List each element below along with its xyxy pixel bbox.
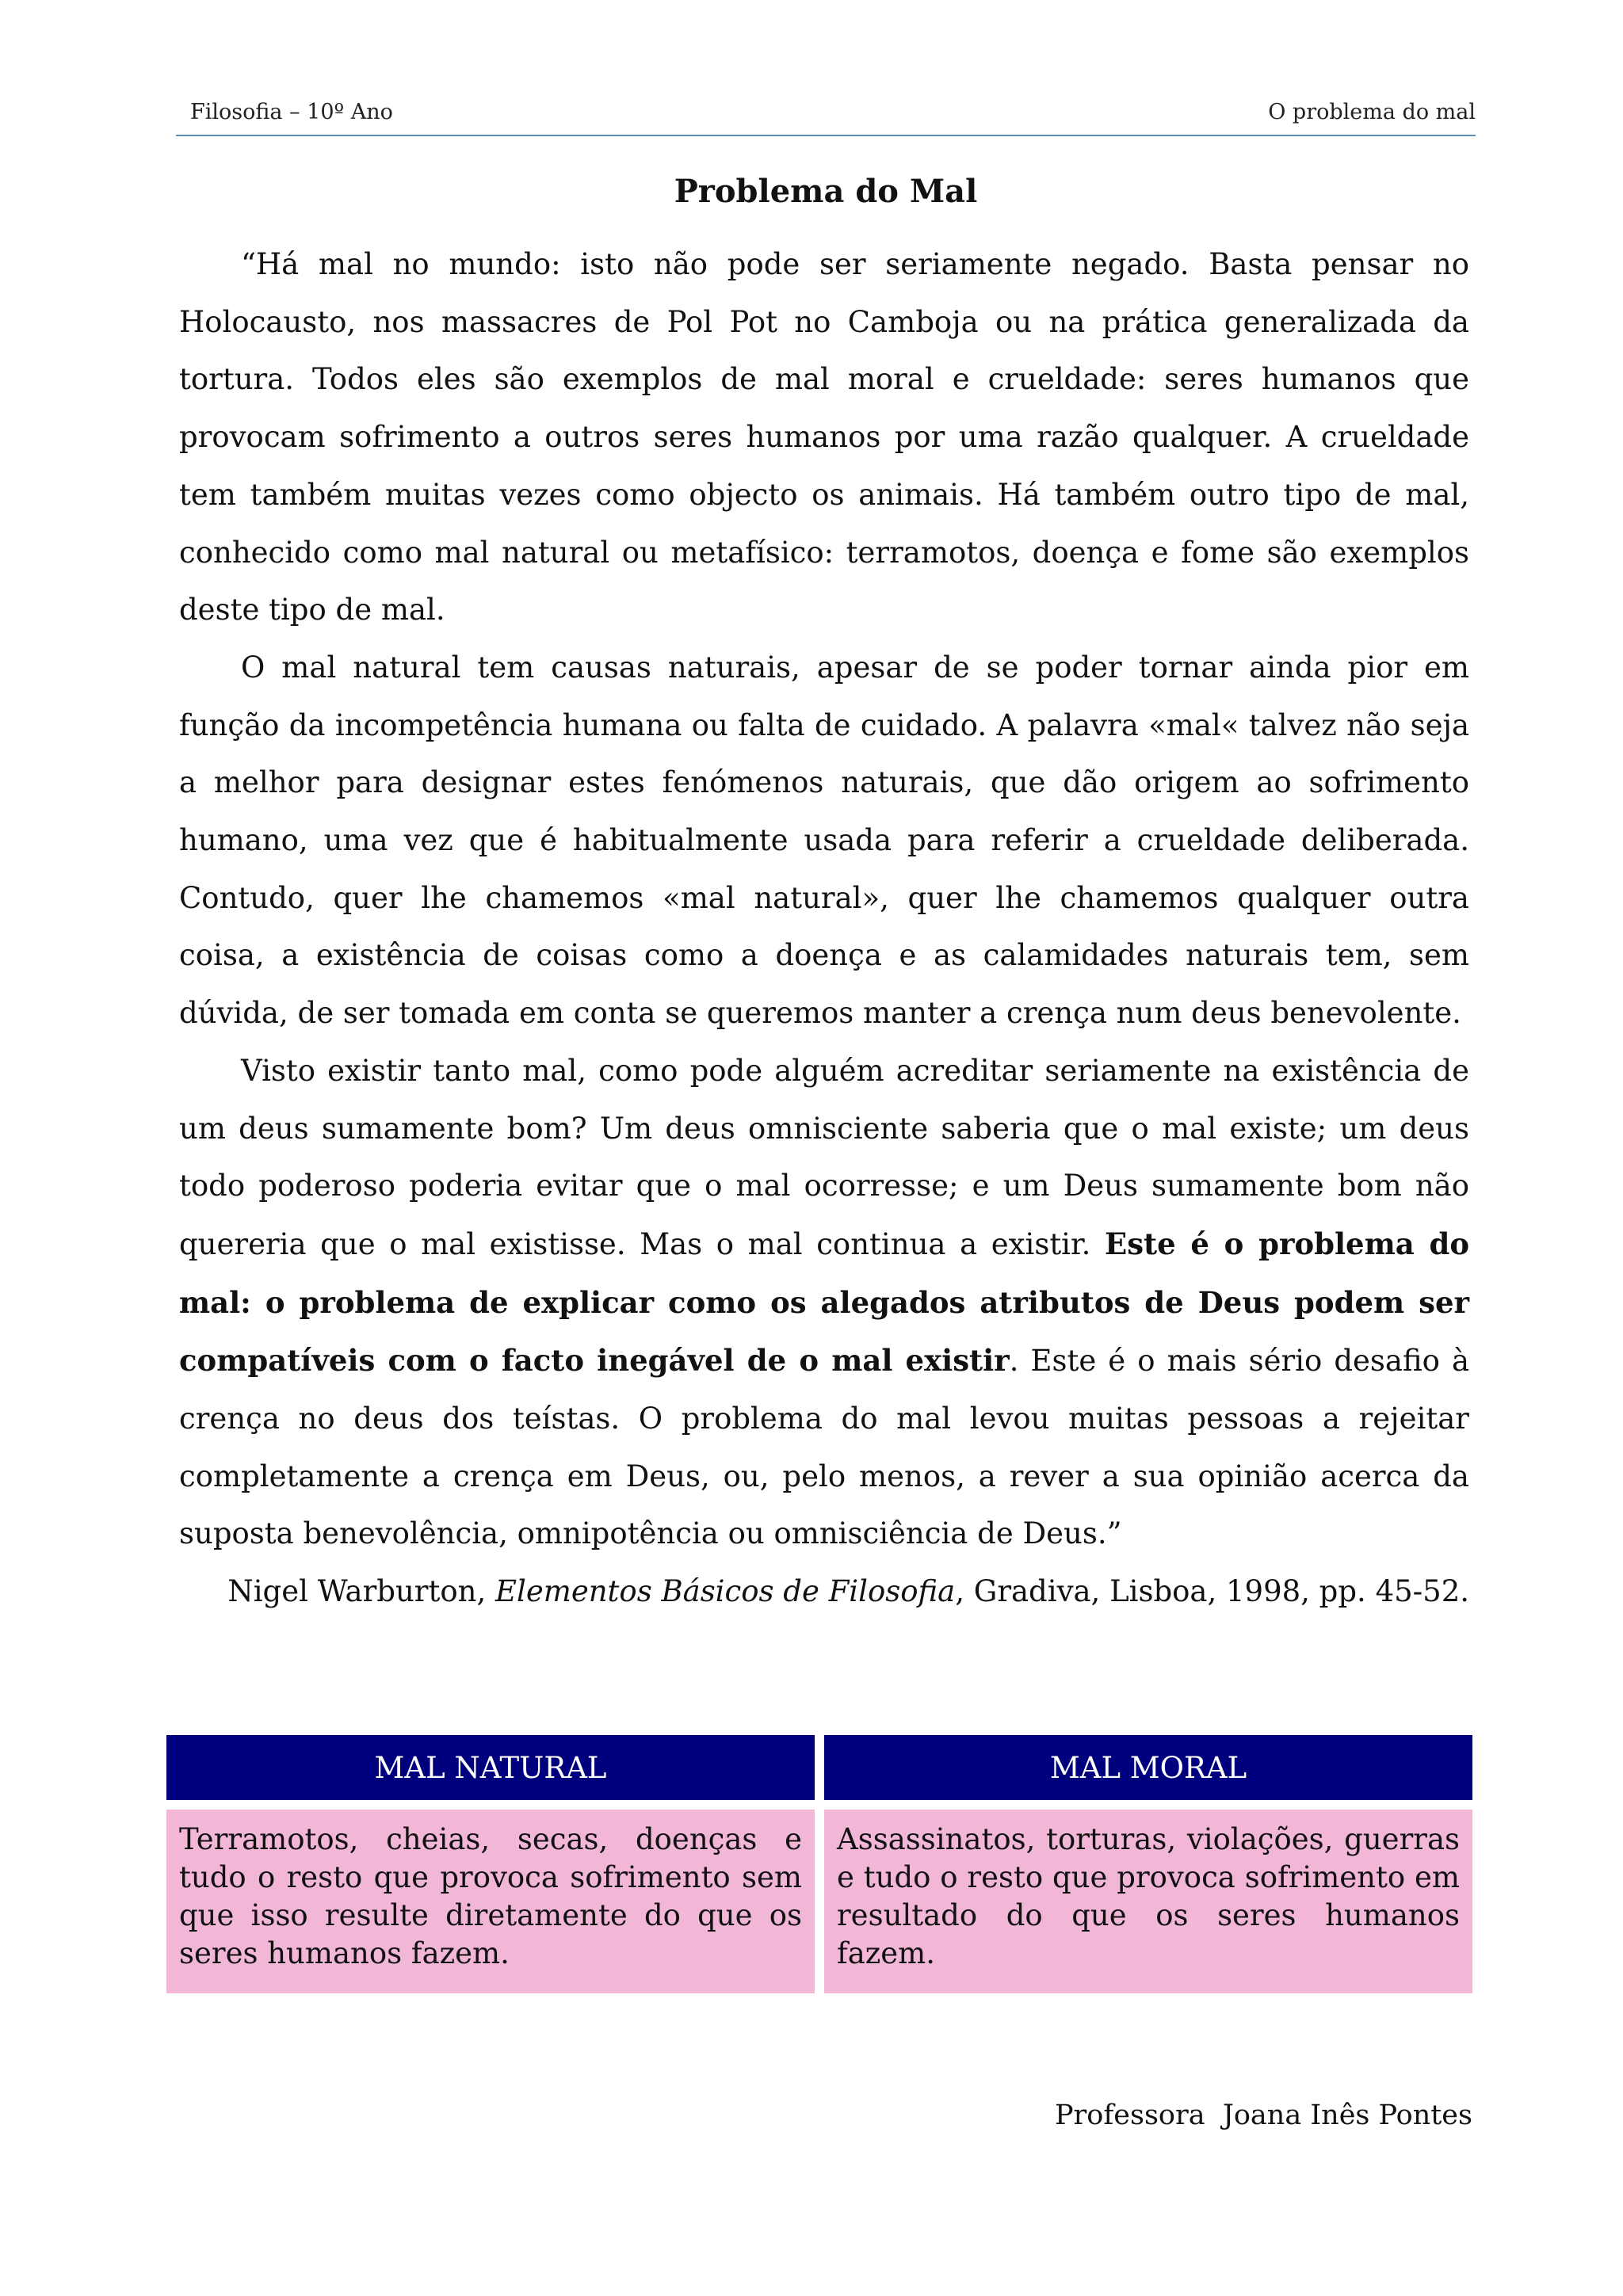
header-topic: O problema do mal [1268, 100, 1476, 124]
paragraph-3-bold: Este é o problema do mal: o problema de explicar como os alegados atributos de Deus podem ser compatíveis com o facto inegável de o mal existir [179, 1226, 1469, 1379]
page-header [176, 89, 1476, 136]
paragraph-2: O mal natural tem causas naturais, apesar de se poder tornar ainda pior em função da incompetência humana ou falta de cuidado. A palavra «mal« talvez não seja a melhor para designar estes fenómenos naturais, que dão origem ao sofrimento humano, uma vez que é habitualmente usada para referir a crueldade deliberada. Contudo, quer lhe chamemos «mal natural», quer lhe chamemos qualquer outra coisa, a existência de coisas como a doença e as calamidades naturais tem, sem dúvida, de ser tomada em conta se queremos manter a crença num deus benevolente. [179, 650, 1469, 1031]
header-subject: Filosofia – 10º Ano [190, 100, 393, 124]
natural-evil-description: Terramotos, cheias, secas, doenças e tudo o resto que provoca sofrimento sem que isso resulte diretamente do que os seres humanos fazem. [166, 1810, 815, 1993]
natural-evil-column [166, 1735, 815, 1993]
quote-body [179, 236, 1469, 1621]
citation-book: Elementos Básicos de Filosofia [495, 1574, 956, 1609]
moral-evil-header: MAL MORAL [824, 1735, 1472, 1800]
paragraph-1: “Há mal no mundo: isto não pode ser seriamente negado. Basta pensar no Holocausto, nos massacres de Pol Pot no Camboja ou na prática generalizada da tortura. Todos eles são exemplos de mal moral e crueldade: seres humanos que provocam sofrimento a outros seres humanos por uma razão qualquer. A crueldade tem também muitas vezes como objecto os animais. Há também outro tipo de mal, conhecido como mal natural ou metafísico: terramotos, doença e fome são exemplos deste tipo de mal. [179, 247, 1469, 627]
paragraph-3-end: . Este é o mais sério desafio à crença no deus dos teístas. O problema do mal levou muitas pessoas a rejeitar completamente a crença em Deus, ou, pelo menos, a rever a sua opinião acerca da suposta benevolência, omnipotência ou omnisciência de Deus.” [179, 1344, 1470, 1551]
teacher-signature: Professora Joana Inês Pontes [1054, 2100, 1472, 2131]
comparison-table [166, 1735, 1472, 1993]
moral-evil-description: Assassinatos, torturas, violações, guerras e tudo o resto que provoca sofrimento em resultado do que os seres humanos fazem. [824, 1810, 1472, 1993]
citation-details: , Gradiva, Lisboa, 1998, pp. 45-52. [955, 1574, 1469, 1609]
natural-evil-header: MAL NATURAL [166, 1735, 815, 1800]
citation [179, 1563, 1469, 1621]
document-title: Problema do Mal [674, 173, 978, 210]
paragraph-3-start: Visto existir tanto mal, como pode alguém acreditar seriamente na existência de um deus sumamente bom? Um deus omnisciente saberia que o mal existe; um deus todo poderoso poderia evitar que o mal ocorresse; e um Deus sumamente bom não quereria que o mal existisse. Mas o mal continua a existir. [179, 1053, 1469, 1261]
citation-author: Nigel Warburton, [227, 1574, 495, 1609]
moral-evil-column [824, 1735, 1472, 1993]
paragraph-3 [179, 1043, 1469, 1563]
